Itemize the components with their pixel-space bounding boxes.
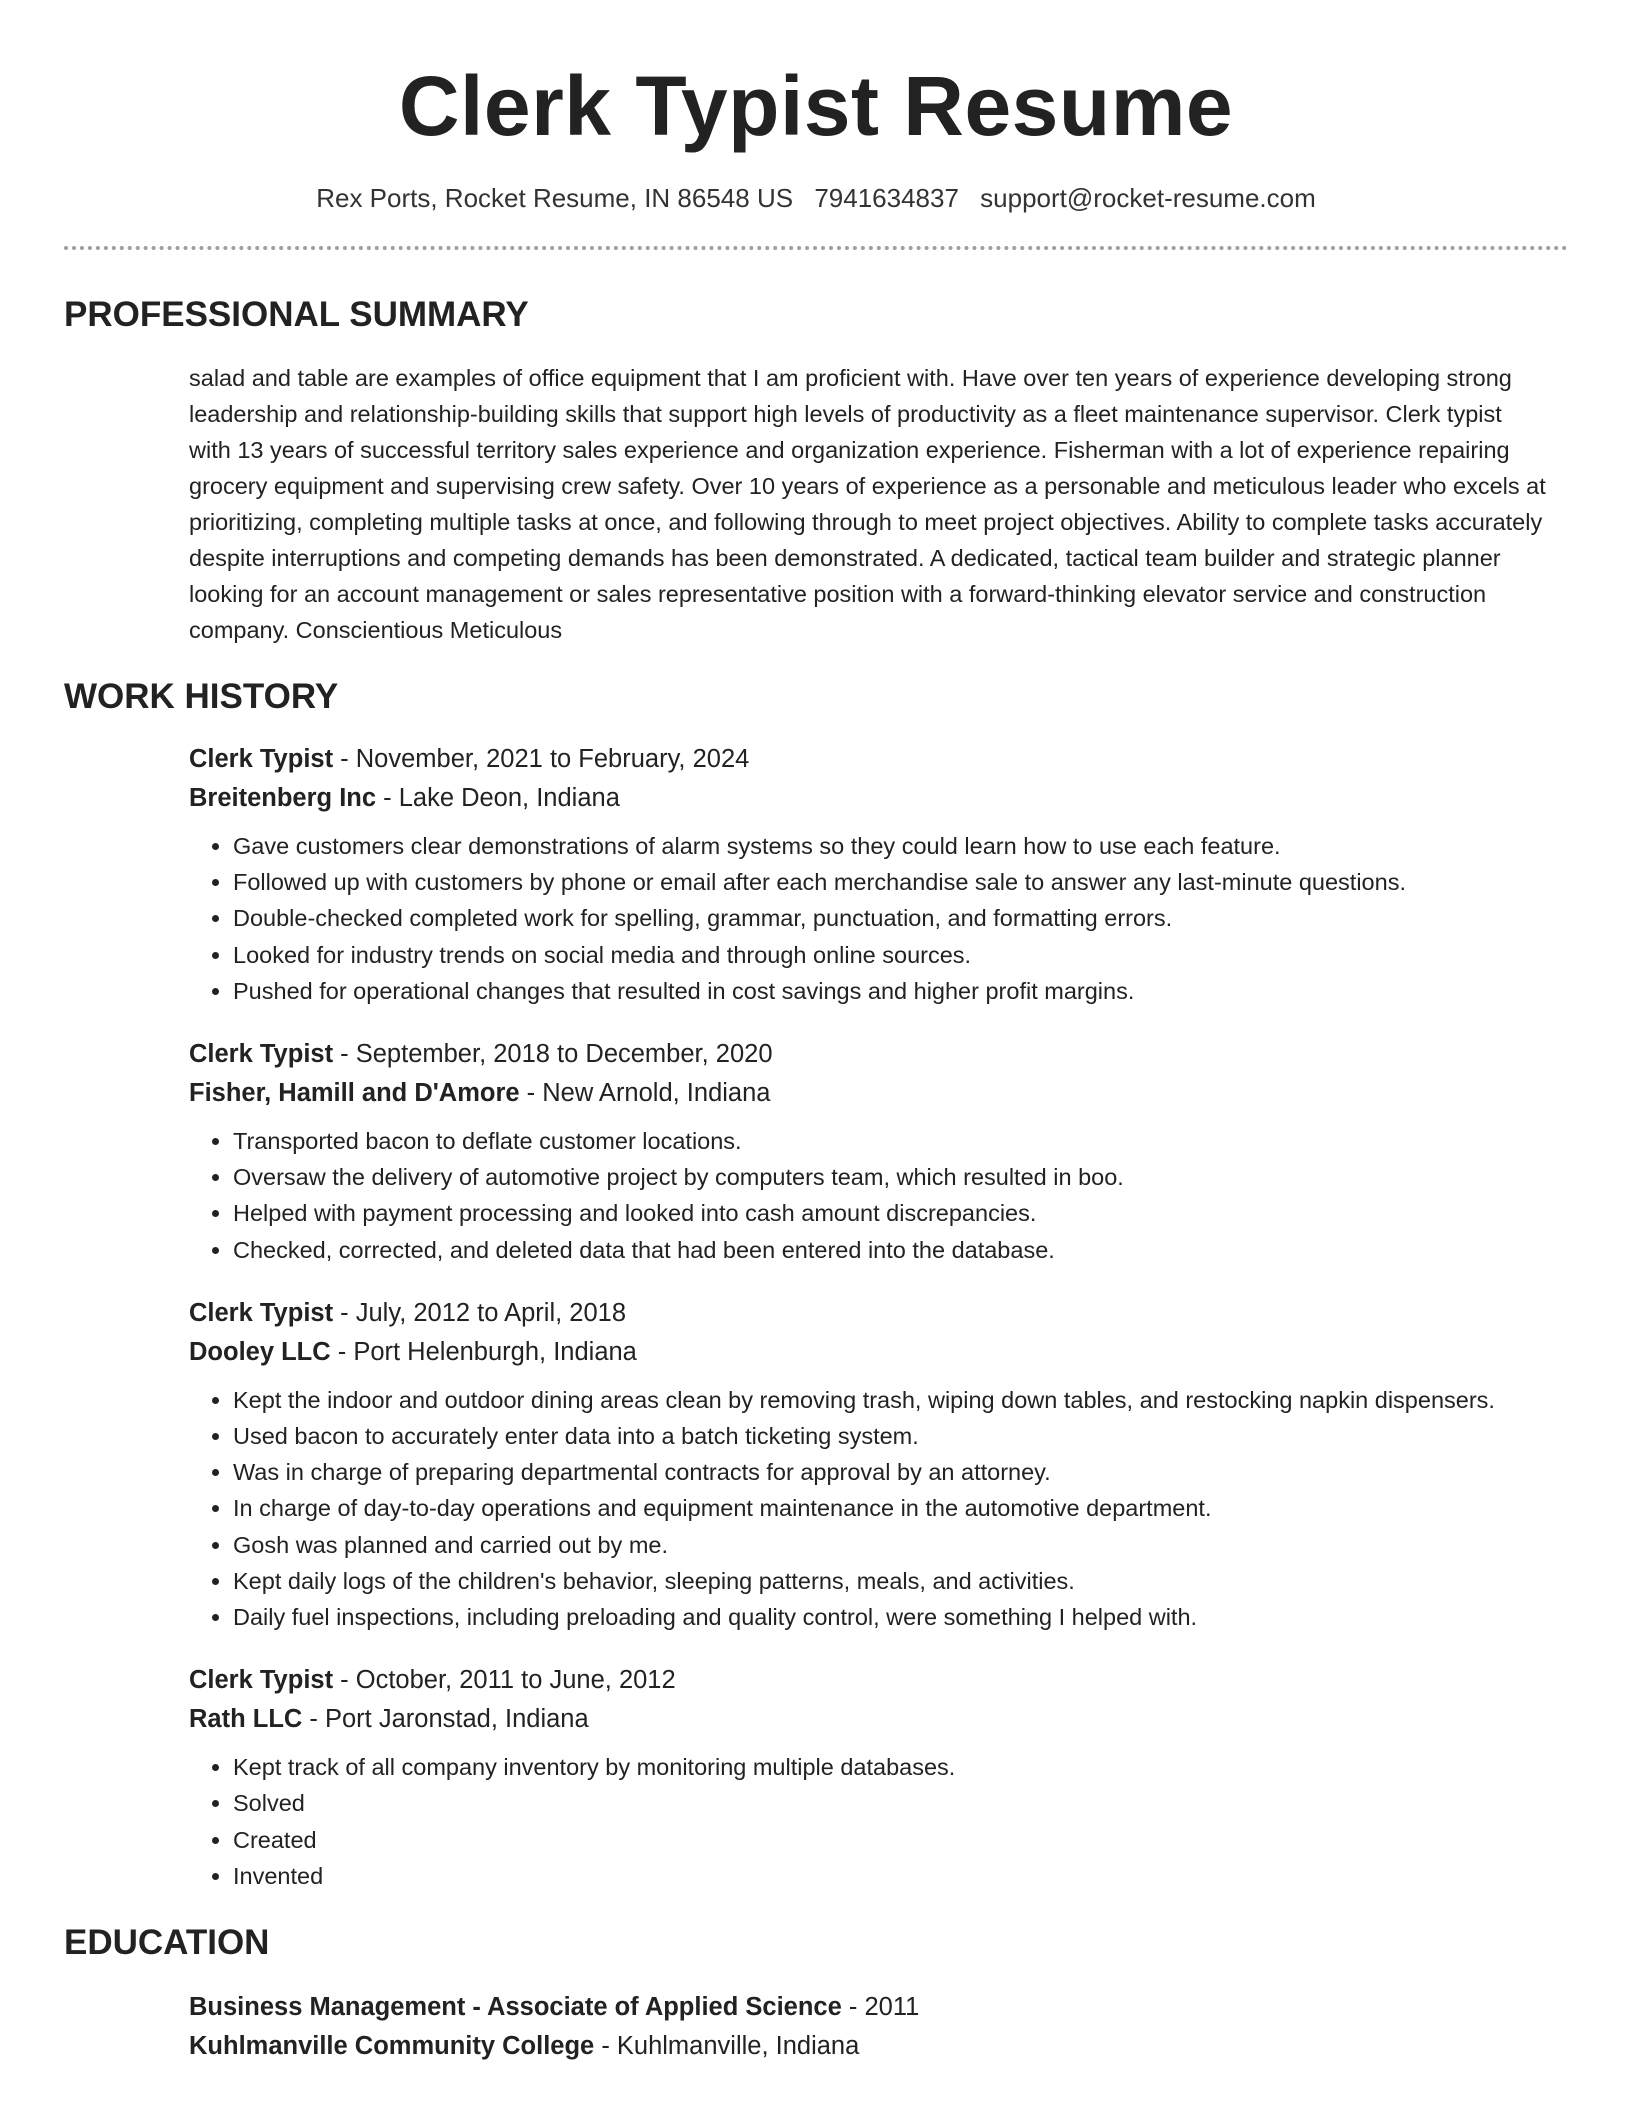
school-name: Kuhlmanville Community College <box>189 2032 595 2061</box>
degree-name: Business Management - Associate of Applied Science <box>189 1993 842 2022</box>
job-duty: • Kept daily logs of the children's behavior, sleeping patterns, meals, and activities. <box>233 1563 1568 1599</box>
job-duty: • Daily fuel inspections, including preloading and quality control, were something I helped with. <box>233 1599 1568 1635</box>
job-duty: • Helped with payment processing and looked into cash amount discrepancies. <box>233 1195 1568 1231</box>
job-duty: • Solved <box>233 1785 1568 1821</box>
contact-address: Rex Ports, Rocket Resume, IN 86548 US <box>316 183 794 213</box>
job-company-line <box>189 1333 1568 1372</box>
school-line <box>189 2027 1568 2066</box>
job-title: Clerk Typist <box>189 1298 334 1327</box>
job-duty: • Double-checked completed work for spelling, grammar, punctuation, and formatting errors. <box>233 900 1568 936</box>
contact-phone: 7941634837 <box>814 183 959 213</box>
summary-heading: PROFESSIONAL SUMMARY <box>64 295 529 334</box>
job-duty: • Oversaw the delivery of automotive project by computers team, which resulted in boo. <box>233 1159 1568 1195</box>
job-duty: • Gosh was planned and carried out by me. <box>233 1527 1568 1563</box>
job-location: - New Arnold, Indiana <box>519 1079 771 1108</box>
job-duties <box>189 1382 1568 1635</box>
job-duty: • Checked, corrected, and deleted data that had been entered into the database. <box>233 1232 1568 1268</box>
job-title-line <box>189 740 1568 779</box>
job-title-line <box>189 1294 1568 1333</box>
work-history-list <box>189 740 1568 1894</box>
job-company-line <box>189 1074 1568 1113</box>
degree-year: - 2011 <box>841 1993 920 2022</box>
job-duty: • Used bacon to accurately enter data into a batch ticketing system. <box>233 1418 1568 1454</box>
job-duty: • Was in charge of preparing departmental contracts for approval by an attorney. <box>233 1454 1568 1490</box>
job-duty: • Followed up with customers by phone or email after each merchandise sale to answer any last-minute questions. <box>233 864 1568 900</box>
degree-line <box>189 1988 1568 2027</box>
job-dates: - July, 2012 to April, 2018 <box>333 1298 627 1327</box>
job-title: Clerk Typist <box>189 745 334 773</box>
job-duty: • Kept the indoor and outdoor dining areas clean by removing trash, wiping down tables, and restocking napkin dispensers. <box>233 1382 1568 1418</box>
job-company-line <box>189 1700 1568 1739</box>
job-title-line <box>189 1035 1568 1074</box>
job-duty: • Looked for industry trends on social media and through online sources. <box>233 937 1568 973</box>
job-duty: • Invented <box>233 1858 1568 1894</box>
job-duties <box>189 1123 1568 1268</box>
job-company: Fisher, Hamill and D'Amore <box>189 1079 520 1108</box>
job-duty: • Transported bacon to deflate customer locations. <box>233 1123 1568 1159</box>
job-location: - Lake Deon, Indiana <box>376 784 620 812</box>
education-heading: EDUCATION <box>64 1923 270 1963</box>
job-location: - Port Helenburgh, Indiana <box>330 1337 637 1366</box>
education-entry <box>189 1988 1568 2066</box>
resume-title: Clerk Typist Resume <box>398 59 1234 153</box>
job-dates: - November, 2021 to February, 2024 <box>333 745 750 773</box>
job-entry <box>189 1035 1568 1268</box>
summary-text: salad and table are examples of office equipment that I am proficient with. Have over ten years of experience developing strong leadership and relationship-building skills that support high levels of productivity as a fleet maintenance supervisor. Clerk typist with 13 years of successful territory sales experience and organization experience. Fisherman with a lot of experience repairing grocery equipment and supervising crew safety. Over 10 years of experience as a personable and meticulous leader who excels at prioritizing, completing multiple tasks at once, and following through to meet project objectives. Ability to complete tasks accurately despite interruptions and competing demands has been demonstrated. A dedicated, tactical team builder and strategic planner looking for an account management or sales representative position with a forward-thinking elevator service and construction company. Conscientious Meticulous <box>189 365 1546 643</box>
job-company: Rath LLC <box>189 1705 303 1734</box>
job-company: Breitenberg Inc <box>189 784 377 812</box>
job-entry <box>189 1661 1568 1894</box>
job-duty: • In charge of day-to-day operations and equipment maintenance in the automotive department. <box>233 1490 1568 1526</box>
job-duties <box>189 828 1568 1009</box>
job-entry <box>189 740 1568 1009</box>
job-duty: • Gave customers clear demonstrations of alarm systems so they could learn how to use each feature. <box>233 828 1568 864</box>
job-duty: • Pushed for operational changes that resulted in cost savings and higher profit margins. <box>233 973 1568 1009</box>
job-duty: • Kept track of all company inventory by monitoring multiple databases. <box>233 1749 1568 1785</box>
job-entry <box>189 1294 1568 1635</box>
job-dates: - October, 2011 to June, 2012 <box>333 1666 676 1695</box>
job-title: Clerk Typist <box>189 1666 334 1695</box>
job-company: Dooley LLC <box>189 1337 331 1366</box>
job-duty: • Created <box>233 1822 1568 1858</box>
job-title-line <box>189 1661 1568 1700</box>
job-company-line <box>189 779 1568 818</box>
header-divider <box>64 246 1568 250</box>
job-title: Clerk Typist <box>189 1040 334 1069</box>
work-history-heading: WORK HISTORY <box>64 677 339 716</box>
job-duties <box>189 1749 1568 1894</box>
contact-email: support@rocket-resume.com <box>980 183 1316 213</box>
school-location: - Kuhlmanville, Indiana <box>594 2032 860 2061</box>
job-dates: - September, 2018 to December, 2020 <box>333 1040 773 1069</box>
contact-info <box>64 182 1568 214</box>
job-location: - Port Jaronstad, Indiana <box>302 1705 589 1734</box>
